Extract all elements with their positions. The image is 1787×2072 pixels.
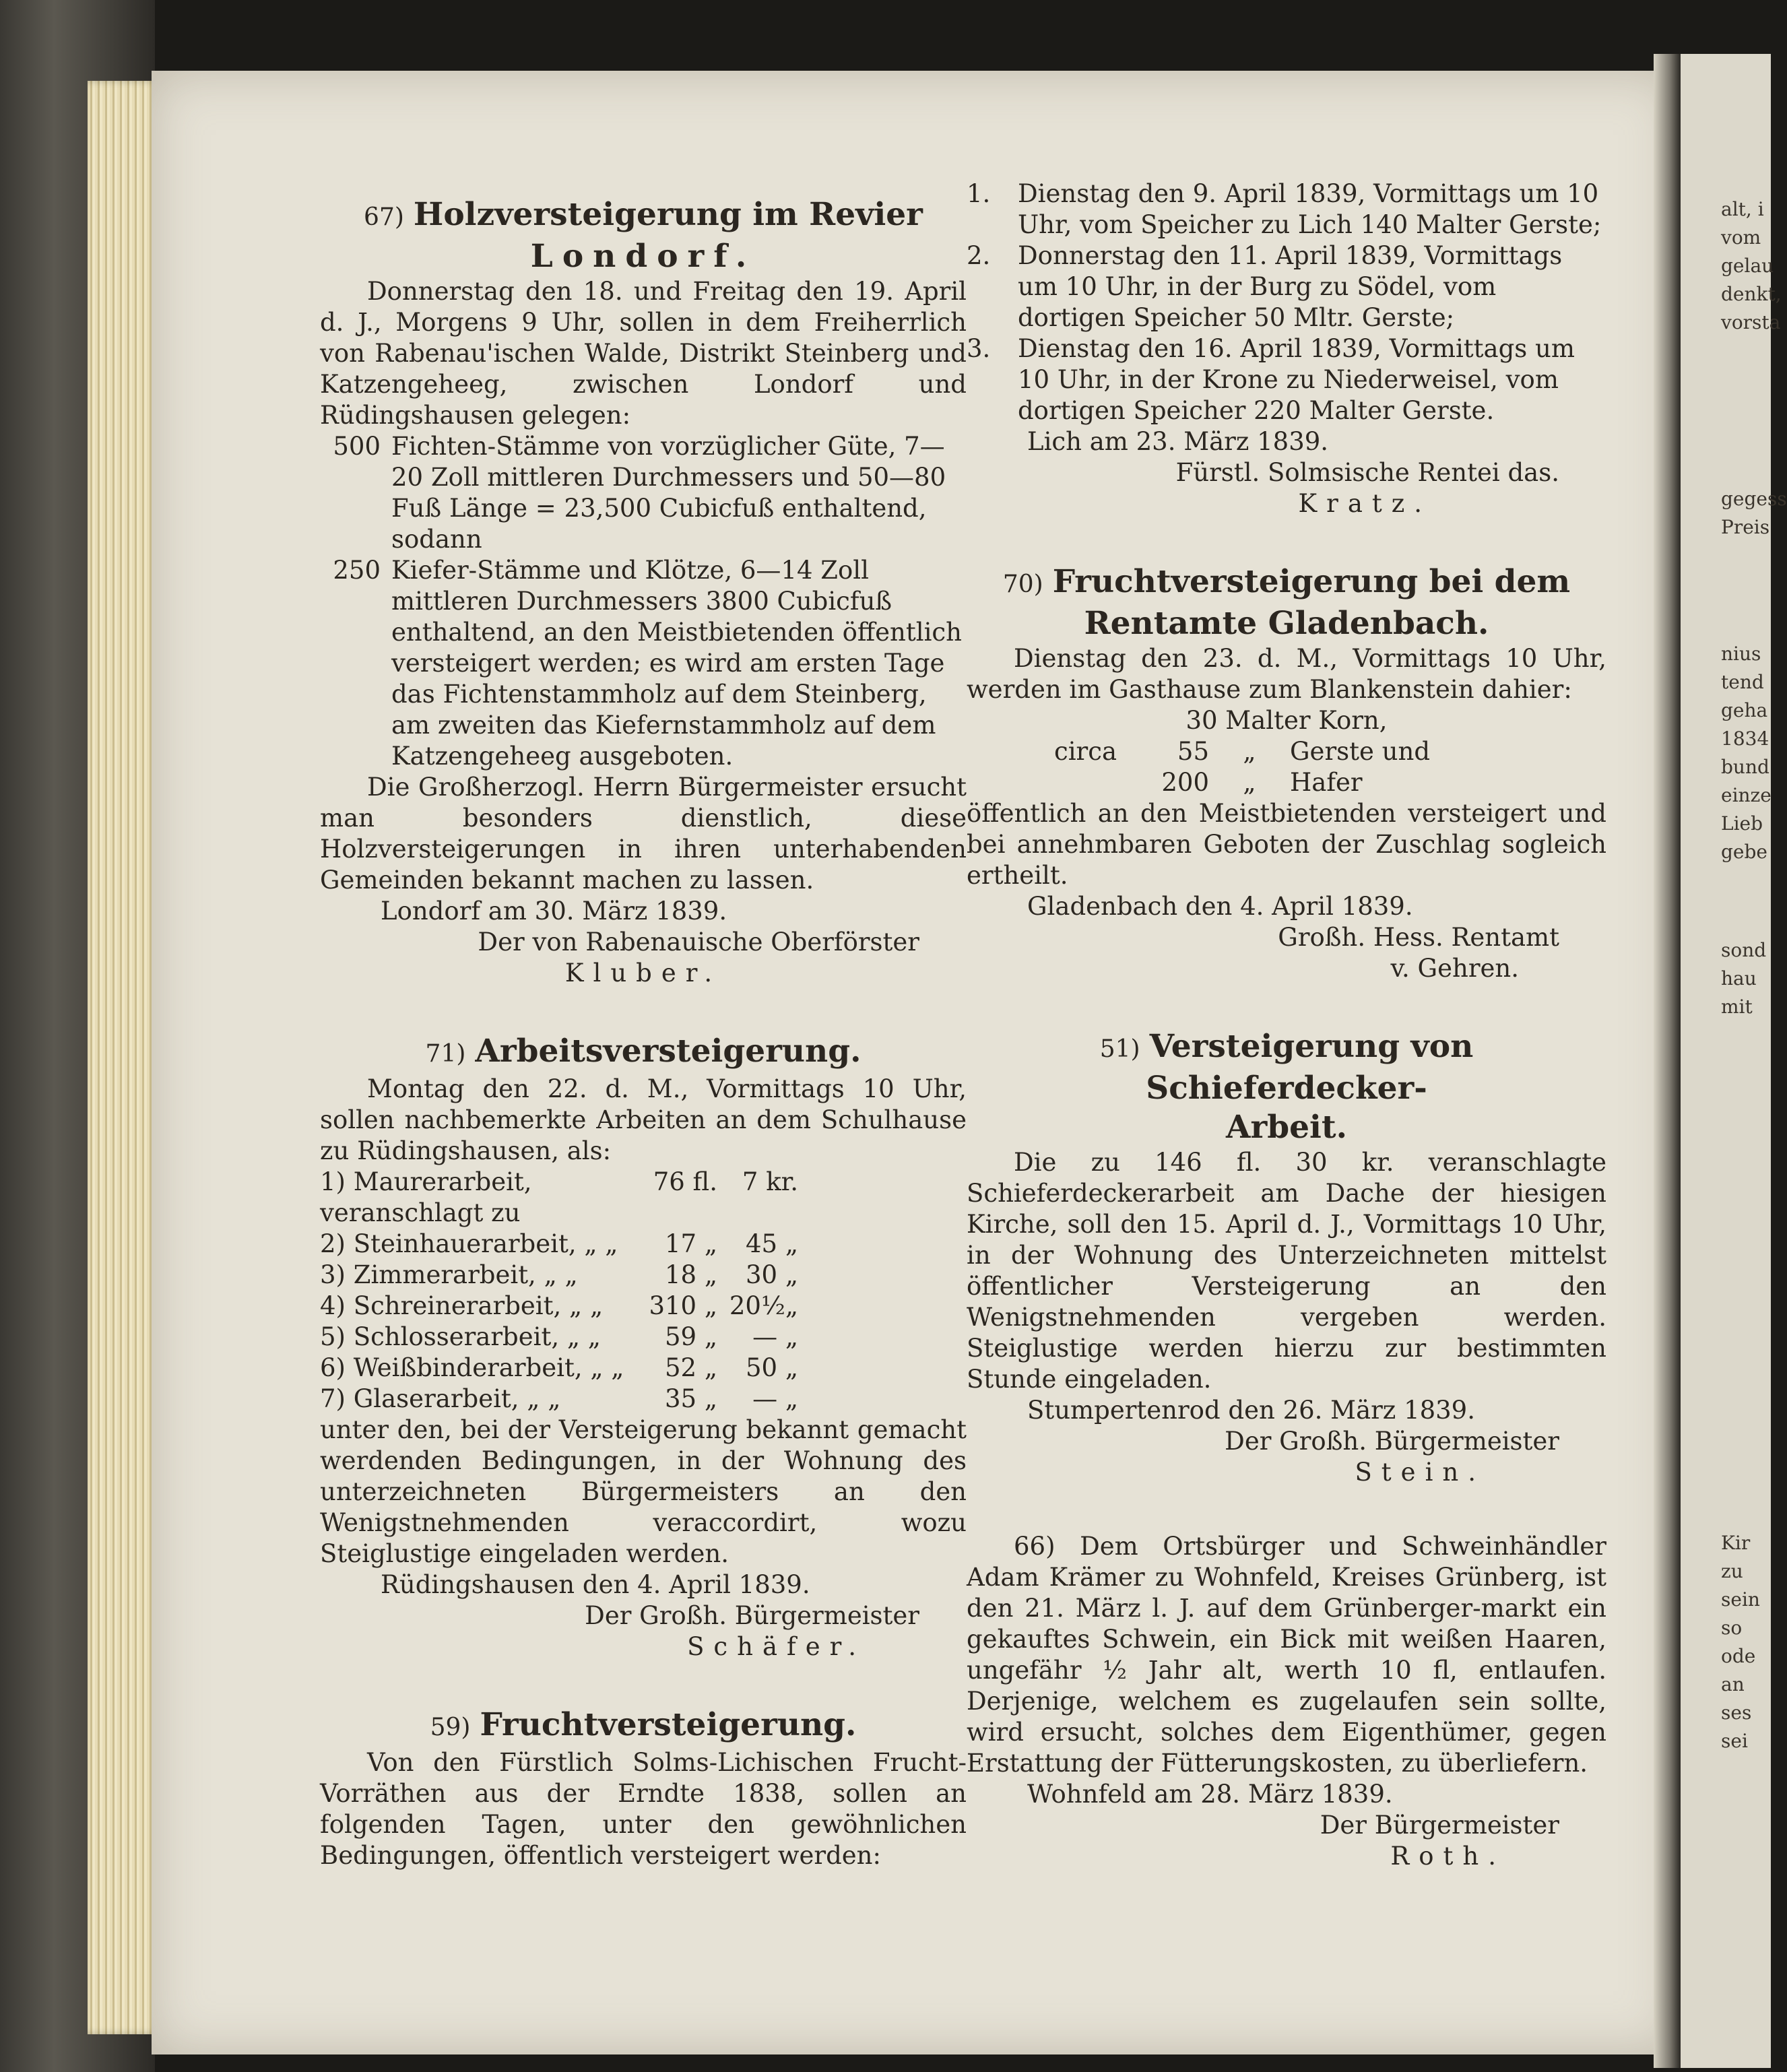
quantity-line [967, 736, 1606, 767]
signature-title: Fürstl. Solmsische Rentei das. [1175, 458, 1559, 487]
notice-body: Die zu 146 fl. 30 kr. veranschlagte Schieferdeckerarbeit am Dache der hiesigen Kirche, soll den 15. April d. J., Vormittags 10 Uhr, in der Wohnung des Unterzeichneten mittelst öffentlicher Versteigerung an den Wenigstnehmenden vergeben werden. Steiglustige werden hierzu zur bestimmten Stunde eingeladen. [967, 1148, 1606, 1394]
fragment-line: geha [1721, 699, 1768, 721]
fragment-line: ses [1721, 1702, 1752, 1724]
fragment-line: gelau [1721, 255, 1774, 277]
title-line1: Fruchtversteigerung bei dem [1052, 563, 1571, 600]
row-label: 3) Zimmerarbeit, „ „ [320, 1260, 578, 1289]
fragment-line: gegess [1721, 488, 1787, 510]
signature-name: Stein. [1355, 1458, 1485, 1487]
next-page-fragment [1721, 640, 1771, 866]
row-label: 1) Maurerarbeit, veranschlagt zu [320, 1167, 532, 1227]
quantity-value: 200 [1161, 768, 1209, 797]
next-page-fragment [1721, 936, 1771, 1021]
notice-date: Rüdingshausen den 4. April 1839. [381, 1570, 810, 1599]
work-list [320, 1167, 967, 1415]
notice-number: 51) [1099, 1035, 1140, 1063]
list-item [967, 240, 1606, 333]
row-kr: 50 „ [745, 1353, 798, 1382]
ditto-mark: „ [1243, 768, 1256, 797]
row-kr: 30 „ [745, 1260, 798, 1289]
signature-title: Großh. Hess. Rentamt [1278, 923, 1559, 952]
title-line1: Fruchtversteigerung. [480, 1706, 857, 1743]
notice-outro: unter den, bei der Versteigerung bekannt gemacht werdenden Bedingungen, in der Wohnung des unterzeichneten Bürgermeisters an den Wenigstnehmenden veraccordirt, wozu Steiglustige eingeladen werden. [320, 1415, 967, 1568]
fragment-line: 1834 [1721, 727, 1769, 750]
row-fl: 59 „ [664, 1322, 717, 1351]
notice-51 [967, 1027, 1606, 1488]
row-label: 7) Glaserarbeit, „ „ [320, 1384, 561, 1413]
row-label: 5) Schlosserarbeit, „ „ [320, 1322, 601, 1351]
item-number: 3. [967, 334, 991, 363]
grain-name: Hafer [1290, 768, 1363, 797]
notice-date: Londorf am 30. März 1839. [381, 897, 727, 926]
signature-title: Der Großh. Bürgermeister [1225, 1427, 1559, 1456]
fragment-line: zu [1721, 1560, 1743, 1582]
fragment-line: Preis [1721, 516, 1770, 538]
notice-date: Stumpertenrod den 26. März 1839. [1027, 1396, 1475, 1425]
row-kr: — „ [752, 1322, 798, 1351]
signature-title: Der Großh. Bürgermeister [585, 1601, 919, 1630]
row-label: 4) Schreinerarbeit, „ „ [320, 1291, 604, 1320]
notice-title [320, 1706, 967, 1747]
fragment-line: vom [1721, 226, 1761, 249]
notice-number: 70) [1002, 571, 1043, 598]
title-line1: Versteigerung von Schieferdecker- [1146, 1028, 1474, 1107]
fragment-line: einze [1721, 784, 1772, 806]
notice-59 [320, 1706, 967, 1871]
table-row [320, 1229, 967, 1260]
row-kr: 20½„ [729, 1291, 798, 1320]
signature-title: Der von Rabenauische Oberförster [478, 928, 919, 957]
ditto-mark: „ [1243, 737, 1256, 766]
notice-number: 67) [364, 203, 404, 231]
signature-name: Schäfer. [687, 1632, 866, 1661]
fragment-line: tend [1721, 671, 1764, 693]
item-number: 1. [967, 179, 991, 208]
list-item [967, 333, 1606, 426]
fragment-line: vorsta [1721, 311, 1781, 333]
row-kr: — „ [752, 1384, 798, 1413]
page-edges [88, 81, 162, 2034]
quantity-line: 30 Malter Korn, [1185, 706, 1388, 735]
list-item [967, 179, 1606, 240]
table-row [320, 1322, 967, 1353]
fragment-line: sein [1721, 1588, 1760, 1611]
item-text: Dienstag den 9. April 1839, Vormittags um 10 Uhr, vom Speicher zu Lich 140 Malter Gerste; [1018, 179, 1602, 239]
signature-name: Kluber. [564, 959, 722, 988]
next-page-edge [1681, 54, 1787, 2068]
notice-intro: Dienstag den 23. d. M., Vormittags 10 Uhr, werden im Gasthause zum Blankenstein dahier: [967, 644, 1606, 704]
title-line2: Rentamte Gladenbach. [1084, 605, 1489, 642]
notice-title [320, 195, 967, 237]
notice-title [967, 1027, 1606, 1108]
list-item [320, 555, 967, 772]
signature-name: Kratz. [1298, 489, 1431, 518]
notice-67 [320, 195, 967, 989]
title-line2: Londorf. [530, 238, 756, 275]
notice-intro: Montag den 22. d. M., Vormittags 10 Uhr, sollen nachbemerkte Arbeiten an dem Schulhause zu Rüdingshausen, als: [320, 1074, 967, 1165]
table-row [320, 1353, 967, 1384]
fragment-line: alt, i [1721, 198, 1764, 220]
fragment-line: Lieb [1721, 812, 1763, 835]
row-kr: 7 kr. [742, 1167, 798, 1196]
row-fl: 35 „ [664, 1384, 717, 1413]
notice-outro: öffentlich an den Meistbietenden versteigert und bei annehmbaren Geboten der Zuschlag sogleich ertheilt. [967, 799, 1606, 890]
title-line2: Arbeit. [1226, 1109, 1347, 1146]
item-text: Donnerstag den 11. April 1839, Vormittags um 10 Uhr, in der Burg zu Södel, vom dortigen Speicher 50 Mltr. Gerste; [1018, 241, 1563, 332]
item-text: Fichten-Stämme von vorzüglicher Güte, 7—20 Zoll mittleren Durchmessers und 50—80 Fuß Länge = 23,500 Cubicfuß enthaltend, sodann [391, 432, 946, 554]
item-text: Dienstag den 16. April 1839, Vormittags um 10 Uhr, in der Krone zu Niederweisel, vom dortigen Speicher 220 Malter Gerste. [1018, 334, 1575, 425]
quantity-line [967, 767, 1606, 798]
table-row [320, 1384, 967, 1415]
fragment-line: an [1721, 1673, 1745, 1695]
notice-intro: Donnerstag den 18. und Freitag den 19. April d. J., Morgens 9 Uhr, sollen in dem Freiherrlich von Rabenau'ischen Walde, Distrikt Steinberg und Katzengeheeg, zwischen Londorf und Rüdingshausen gelegen: [320, 277, 967, 430]
fragment-line: denkt, [1721, 283, 1782, 305]
notice-date: Lich am 23. März 1839. [1027, 427, 1329, 456]
row-fl: 17 „ [664, 1229, 717, 1258]
next-page-fragment [1721, 195, 1782, 337]
left-column [320, 195, 967, 1871]
fragment-line: bund [1721, 756, 1769, 778]
title-line1: Arbeitsversteigerung. [475, 1033, 862, 1070]
row-kr: 45 „ [745, 1229, 798, 1258]
next-page-fragment [1721, 485, 1787, 542]
fragment-line: mit [1721, 996, 1753, 1018]
table-row [320, 1291, 967, 1322]
notice-date: Wohnfeld am 28. März 1839. [1027, 1780, 1393, 1809]
row-fl: 76 fl. [653, 1167, 717, 1196]
row-label: 6) Weißbinderarbeit, „ „ [320, 1353, 624, 1382]
row-fl: 310 „ [649, 1291, 717, 1320]
row-fl: 52 „ [664, 1353, 717, 1382]
item-quantity: 500 [333, 432, 381, 461]
fragment-line: Kir [1721, 1532, 1751, 1554]
grain-name: Gerste und [1290, 737, 1430, 766]
fragment-line: sond [1721, 939, 1767, 961]
table-row [320, 1260, 967, 1291]
signature-title: Der Bürgermeister [1320, 1811, 1559, 1840]
title-line1: Holzversteigerung im Revier [413, 196, 923, 233]
item-quantity: 250 [333, 556, 381, 585]
gutter-shadow [1654, 54, 1681, 2068]
table-row [320, 1167, 967, 1229]
fragment-line: gebe [1721, 841, 1767, 863]
circa-label: circa [1054, 737, 1117, 766]
list-item [320, 431, 967, 555]
item-number: 2. [967, 241, 991, 270]
next-page-fragment [1721, 1529, 1771, 1755]
notice-intro: Von den Fürstlich Solms-Lichischen Frucht-Vorräthen aus der Erndte 1838, sollen an folgenden Tagen, unter den gewöhnlichen Bedingungen, öffentlich versteigert werden: [320, 1748, 967, 1870]
notice-66 [967, 1531, 1606, 1872]
notice-70 [967, 562, 1606, 984]
signature-name: Roth. [1390, 1842, 1505, 1871]
row-fl: 18 „ [664, 1260, 717, 1289]
item-text: Kiefer-Stämme und Klötze, 6—14 Zoll mittleren Durchmessers 3800 Cubicfuß enthaltend, an den Meistbietenden öffentlich versteigert werden; es wird am ersten Tage das Fichtenstammholz auf dem Steinberg, am zweiten das Kiefernstammholz auf dem Katzengeheeg ausgeboten. [391, 556, 962, 771]
fragment-line: sei [1721, 1730, 1748, 1752]
notice-59-continued [967, 179, 1606, 519]
notice-date: Gladenbach den 4. April 1839. [1027, 892, 1413, 921]
notice-title [320, 1032, 967, 1074]
fragment-line: ode [1721, 1645, 1756, 1667]
signature-name: v. Gehren. [1390, 954, 1519, 983]
fragment-line: hau [1721, 967, 1757, 990]
fragment-line: so [1721, 1617, 1743, 1639]
notice-number: 59) [430, 1714, 471, 1741]
quantity-value: 55 [1177, 737, 1209, 766]
notice-request: Die Großherzogl. Herrn Bürgermeister ersucht man besonders dienstlich, diese Holzversteigerungen in ihren unterhabenden Gemeinden bekannt machen zu lassen. [320, 773, 967, 895]
notice-number: 71) [425, 1040, 466, 1068]
right-column [967, 179, 1606, 1872]
notice-71 [320, 1032, 967, 1662]
row-label: 2) Steinhauerarbeit, „ „ [320, 1229, 618, 1258]
notice-body: 66) Dem Ortsbürger und Schweinhändler Adam Krämer zu Wohnfeld, Kreises Grünberg, ist den 21. März l. J. auf dem Grünberger-markt ein gekauftes Schwein, ein Bick mit weißen Haaren, ungefähr ½ Jahr alt, werth 10 fl, entlaufen. Derjenige, welchem es zugelaufen sein sollte, wird ersucht, solches dem Eigenthümer, gegen Erstattung der Fütterungskosten, zu überliefern. [967, 1532, 1606, 1778]
notice-title [967, 562, 1606, 604]
fragment-line: nius [1721, 643, 1761, 665]
